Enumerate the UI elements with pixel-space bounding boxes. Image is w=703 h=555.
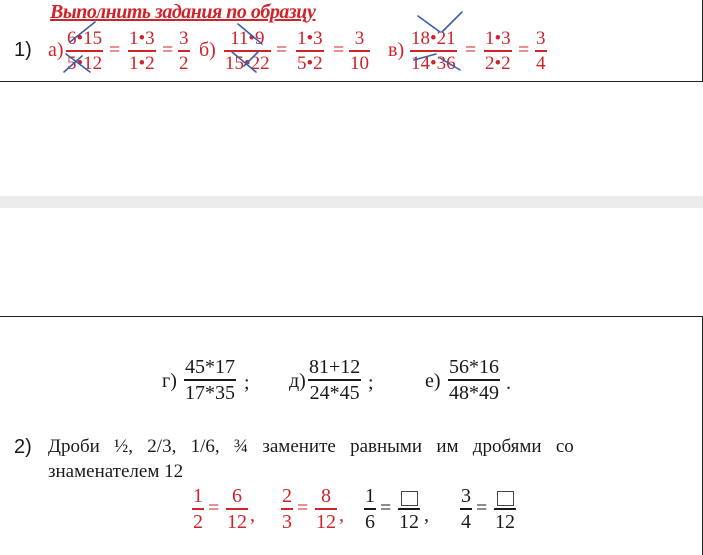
example4-fraction-2: 12 xyxy=(494,486,516,532)
example2-fraction-1: 2 3 xyxy=(282,485,292,533)
equals-sign: = xyxy=(109,39,121,61)
task1a-fraction-1: 6•15 5•12 xyxy=(67,28,103,74)
task1v-fraction-2: 1•3 2•2 xyxy=(485,28,511,74)
item-e-fraction: 56*16 48*49 xyxy=(449,356,499,404)
task1-panel xyxy=(0,0,703,82)
task1-header: Выполнить задания по образцу xyxy=(50,1,316,23)
equals-sign: = xyxy=(380,497,392,519)
task1b-fraction-3: 3 10 xyxy=(350,28,369,74)
item-d-label: д) xyxy=(289,370,306,392)
example3-fraction-2: 12 xyxy=(398,486,420,532)
task2-text-line1: Дроби ½, 2/3, 1/6, ¾ замените равными им дробями со xyxy=(48,436,574,457)
equals-sign: = xyxy=(333,39,345,61)
task1v-fraction-1: 18•21 14•36 xyxy=(411,28,456,74)
example2-fraction-2: 8 12 xyxy=(316,485,336,533)
task1-number: 1) xyxy=(14,39,32,61)
item-e-punct: . xyxy=(506,372,511,394)
equals-sign: = xyxy=(476,497,488,519)
equals-sign: = xyxy=(297,497,309,519)
item-g-fraction: 45*17 17*35 xyxy=(185,356,235,404)
answer-box[interactable] xyxy=(401,491,418,506)
task1b-fraction-1: 11•9 15•22 xyxy=(225,28,270,74)
example3-fraction-1: 1 6 xyxy=(365,485,375,533)
equals-sign: = xyxy=(162,39,174,61)
task1v-fraction-3: 3 4 xyxy=(536,28,546,74)
example3-punct: , xyxy=(424,504,429,526)
equals-sign: = xyxy=(518,39,530,61)
task2-panel xyxy=(0,316,703,555)
task1b-fraction-2: 1•3 5•2 xyxy=(297,28,323,74)
item-g-punct: ; xyxy=(244,372,250,394)
task2-text-line2: знаменателем 12 xyxy=(48,461,184,482)
example1-fraction-2: 6 12 xyxy=(227,485,247,533)
blank-area xyxy=(0,82,703,196)
example2-punct: , xyxy=(339,504,344,526)
equals-sign: = xyxy=(465,39,477,61)
answer-box[interactable] xyxy=(497,491,514,506)
task1a-label: а) xyxy=(48,39,64,61)
separator-band xyxy=(0,196,703,208)
task2-number: 2) xyxy=(14,436,32,458)
task1a-fraction-2: 1•3 1•2 xyxy=(129,28,155,74)
blank-area xyxy=(0,208,703,316)
task1b-label: б) xyxy=(199,39,216,61)
item-e-label: е) xyxy=(425,370,441,392)
example1-fraction-1: 1 2 xyxy=(193,485,203,533)
example4-fraction-1: 3 4 xyxy=(461,485,471,533)
item-d-punct: ; xyxy=(368,372,374,394)
item-g-label: г) xyxy=(162,370,177,392)
task1v-label: в) xyxy=(388,39,405,61)
equals-sign: = xyxy=(208,497,220,519)
item-d-fraction: 81+12 24*45 xyxy=(309,356,361,404)
equals-sign: = xyxy=(276,39,288,61)
example1-punct: , xyxy=(250,504,255,526)
task1a-fraction-3: 3 2 xyxy=(179,28,189,74)
